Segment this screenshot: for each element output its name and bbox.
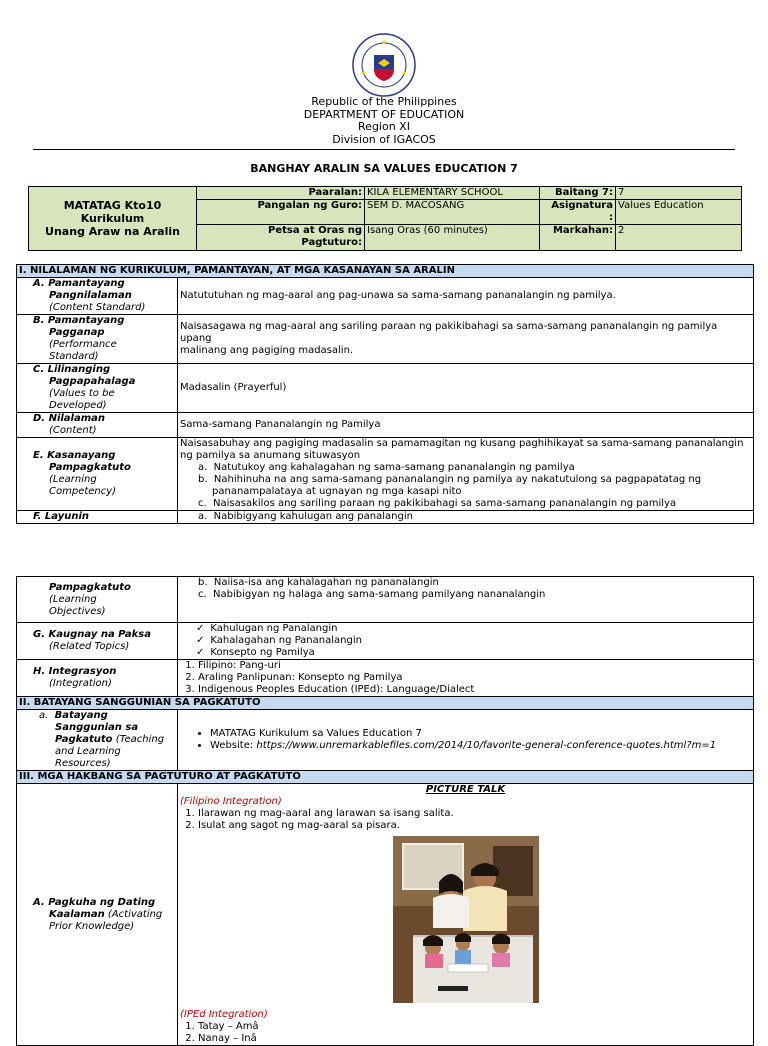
- section-heading: II. BATAYANG SANGGUNIAN SA PAGKATUTO: [17, 697, 754, 710]
- item-marker: c.: [198, 589, 207, 600]
- objectives-value: [178, 511, 754, 524]
- procedure-table: [16, 576, 754, 1046]
- value-line: ng pamilya sa anumang situwasyon: [180, 450, 361, 461]
- petsa-label-cell: [197, 225, 365, 251]
- row-sublabel: and Learning: [55, 746, 121, 757]
- related-topics-label: [17, 623, 178, 660]
- row-label: Kaalaman: [49, 908, 105, 920]
- row-sublabel: (Learning: [49, 474, 97, 485]
- row-label: Batayang: [54, 710, 108, 721]
- guro-value: SEM D. MACOSANG: [365, 200, 540, 225]
- content-value: Sama-samang Pananalangin ng Pamilya: [178, 413, 754, 438]
- header-line: DEPARTMENT OF EDUCATION: [303, 107, 465, 121]
- asignatura-label: Asignatura: [551, 200, 613, 211]
- performance-standard-label: [17, 315, 178, 364]
- header-rule: [33, 149, 735, 150]
- petsa-label: Pagtuturo:: [301, 237, 362, 248]
- row-sublabel: Developed): [49, 400, 107, 411]
- item-marker: a.: [39, 710, 49, 721]
- item-text: Natutukoy ang kahalagahan ng sama-samang pananalangin ng pamilya: [213, 462, 575, 473]
- competency-item: [180, 474, 751, 486]
- competency-value: [178, 438, 754, 511]
- competency-item: [180, 498, 751, 510]
- row-label: Pampagkatuto: [49, 462, 131, 473]
- resources-label: [17, 710, 178, 771]
- family-prayer-photo: [393, 836, 539, 1003]
- item-marker: c.: [198, 498, 207, 509]
- header-line: Division of IGACOS: [332, 132, 436, 146]
- guro-label: Pangalan ng Guro:: [197, 200, 365, 225]
- content-label: [17, 413, 178, 438]
- item-marker: b.: [198, 474, 208, 485]
- values-label: [17, 364, 178, 413]
- item-marker: a.: [198, 511, 208, 522]
- value-line: Naisasabuhay ang pagiging madasalin sa pamamagitan ng kusang paghihikayat sa sama-samang pananalangin: [180, 438, 744, 449]
- row-sublabel: (Teaching: [115, 734, 165, 745]
- iped-item: 1. Tatay – Amâ: [198, 1021, 751, 1033]
- header-line: Region XI: [358, 120, 410, 133]
- step-item: 1. Ilarawan ng mag-aaral ang larawan sa isang salita.: [198, 808, 751, 820]
- agency-header: [0, 96, 768, 146]
- baitang-label: Baitang 7:: [540, 187, 616, 200]
- row-label: E. Kasanayang: [33, 450, 116, 461]
- row-sublabel: Standard): [49, 351, 99, 362]
- row-sublabel: (Values to be: [49, 388, 115, 399]
- row-sublabel: Prior Knowledge): [49, 920, 135, 932]
- row-sublabel: (Content): [49, 425, 97, 436]
- integration-value: [178, 660, 754, 697]
- petsa-value: Isang Oras (60 minutes): [365, 225, 540, 251]
- topic-item: ✓ Konsepto ng Pamilya: [210, 647, 751, 659]
- content-standard-label: [17, 278, 178, 315]
- curriculum-cell: [29, 187, 197, 251]
- row-sublabel: (Activating: [107, 908, 163, 920]
- topic-item: ✓ Kahulugan ng Panalangin: [210, 623, 751, 635]
- header-line: Republic of the Philippines: [311, 95, 457, 108]
- row-label: Sanggunian sa: [55, 722, 139, 733]
- objectives-cont-label: [17, 577, 178, 623]
- prior-knowledge-value: [178, 784, 754, 1046]
- objectives-label: F. Layunin: [17, 511, 178, 524]
- row-sublabel: (Related Topics): [49, 641, 130, 652]
- info-table: [28, 186, 742, 251]
- row-sublabel: (Integration): [49, 678, 112, 689]
- resource-url[interactable]: https://www.unremarkablefiles.com/2014/10/favorite-general-conference-quotes.html?m=1: [256, 740, 717, 751]
- row-label: Pagkatuto: [55, 734, 113, 745]
- document-title: BANGHAY ARALIN SA VALUES EDUCATION 7: [250, 162, 518, 175]
- markahan-value: 2: [616, 225, 742, 251]
- markahan-label: Markahan:: [540, 225, 616, 251]
- row-label: H. Integrasyon: [33, 666, 117, 677]
- content-standard-value: Natututuhan ng mag-aaral ang pag-unawa sa sama-samang pananalangin ng pamilya.: [178, 278, 754, 315]
- item-text: Naiisa-isa ang kahalagahan ng pananalangin: [213, 577, 439, 588]
- item-text: Nahihinuha na ang sama-samang pananalangin ng pamilya ay nakatutulong sa pagpapatatag ng: [213, 474, 702, 485]
- integration-item: 2. Araling Panlipunan: Konsepto ng Pamilya: [198, 672, 751, 684]
- values-value: Madasalin (Prayerful): [178, 364, 754, 413]
- integration-item: 1. Filipino: Pang-uri: [198, 660, 751, 672]
- iped-item: 2. Nanay – Inâ: [198, 1033, 751, 1045]
- row-label: A. Pagkuha ng Dating: [33, 896, 156, 908]
- baitang-value: 7: [616, 187, 742, 200]
- row-label: Pangnilalaman: [49, 290, 132, 301]
- resource-label: Website:: [210, 740, 257, 751]
- petsa-label: Petsa at Oras ng: [268, 225, 362, 236]
- row-sublabel: Resources): [55, 758, 111, 769]
- row-label: Pampagkatuto: [49, 581, 131, 593]
- activity-title: PICTURE TALK: [425, 784, 506, 795]
- resources-value: [178, 710, 754, 771]
- resource-item: • MATATAG Kurikulum sa Values Education 7: [210, 728, 751, 740]
- paaralan-value: KILA ELEMENTARY SCHOOL: [365, 187, 540, 200]
- section-heading: I. NILALAMAN NG KURIKULUM, PAMANTAYAN, AT MGA KASANAYAN SA ARALIN: [17, 265, 754, 278]
- item-text: Nabibigyang kahulugan ang panalangin: [213, 511, 413, 522]
- row-sublabel: Objectives): [49, 605, 106, 617]
- row-label: D. Nilalaman: [33, 413, 106, 424]
- asignatura-colon: :: [609, 212, 613, 223]
- item-text: Nabibigyan ng halaga ang sama-samang pamilyang nananalangin: [213, 589, 546, 600]
- competency-label: [17, 438, 178, 511]
- row-label: A. Pamantayang: [33, 278, 125, 289]
- paaralan-label: Paaralan:: [197, 187, 365, 200]
- row-sublabel: (Content Standard): [49, 302, 146, 313]
- row-label: B. Pamantayang: [33, 315, 125, 326]
- asignatura-label-cell: [540, 200, 616, 225]
- row-label: Pagpapahalaga: [49, 376, 136, 387]
- row-sublabel: Competency): [49, 486, 117, 497]
- item-marker: a.: [198, 462, 208, 473]
- curriculum-line: MATATAG Kto10: [63, 199, 162, 212]
- section-heading: III. MGA HAKBANG SA PAGTUTURO AT PAGKATUTO: [17, 771, 754, 784]
- row-label: Pagganap: [49, 327, 105, 338]
- value-line: Naisasagawa ng mag-aaral ang sariling paraan ng pakikibahagi sa sama-samang pananalangin ng pamilya upang: [180, 321, 718, 344]
- curriculum-table: [16, 264, 754, 524]
- integration-item: 3. Indigenous Peoples Education (IPEd): Language/Dialect: [198, 684, 751, 696]
- deped-seal: [352, 33, 416, 97]
- integration-label: [17, 660, 178, 697]
- value-line: malinang ang pagiging madasalin.: [180, 345, 354, 356]
- step-item: 2. Isulat ang sagot ng mag-aaral sa pisara.: [198, 820, 751, 832]
- item-text: Naisasakilos ang sariling paraan ng pakikibahagi sa sama-samang pananalangin ng pamilya: [213, 498, 677, 509]
- row-sublabel: (Performance: [49, 339, 117, 350]
- curriculum-line: Unang Araw na Aralin: [45, 225, 180, 238]
- objectives-cont-value: [178, 577, 754, 623]
- row-label: C. Lilinanging: [33, 364, 111, 375]
- prior-knowledge-label: [17, 784, 178, 1046]
- integration-note: (IPEd Integration): [180, 1009, 268, 1020]
- resource-item: [210, 740, 751, 752]
- related-topics-value: [178, 623, 754, 660]
- item-marker: b.: [198, 577, 208, 588]
- performance-standard-value: [178, 315, 754, 364]
- integration-note: (Filipino Integration): [180, 796, 282, 807]
- topic-item: ✓ Kahalagahan ng Pananalangin: [210, 635, 751, 647]
- asignatura-value: Values Education: [616, 200, 742, 225]
- row-sublabel: (Learning: [49, 593, 97, 605]
- curriculum-line: Kurikulum: [80, 212, 145, 225]
- row-label: G. Kaugnay na Paksa: [33, 629, 151, 640]
- competency-item: [180, 462, 751, 474]
- item-text: pananampalataya at ugnayan ng mga kasapi nito: [212, 486, 462, 497]
